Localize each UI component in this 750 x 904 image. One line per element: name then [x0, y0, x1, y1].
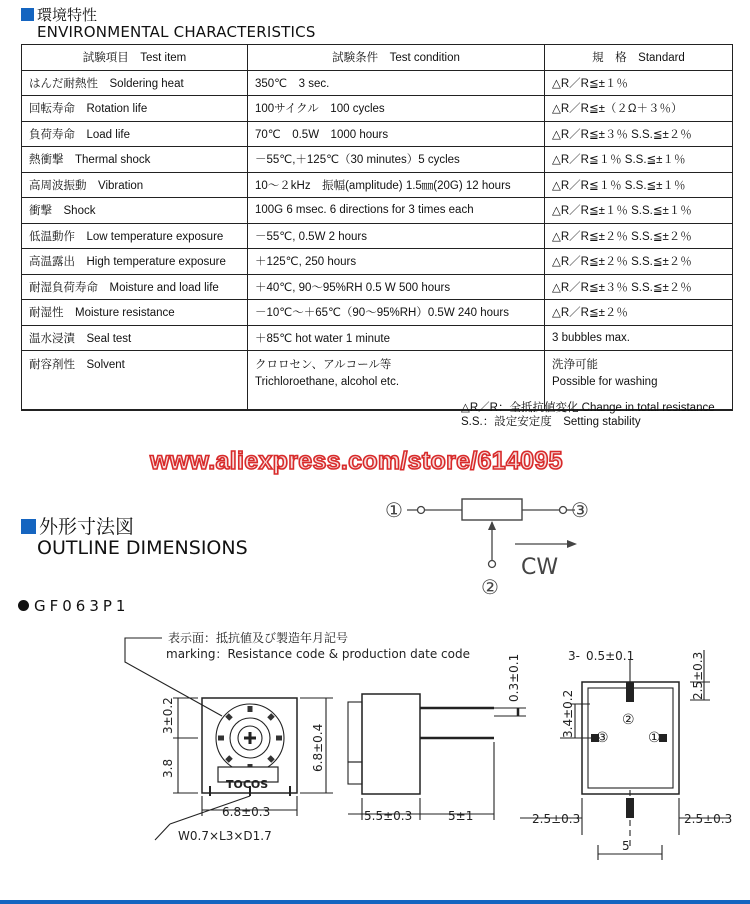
cell-standard-line2: Possible for washing	[552, 376, 658, 388]
outline-title	[21, 512, 134, 539]
cell-condition: 100サイクル 100 cycles	[248, 96, 545, 122]
cell-condition: 10～２kHz 振幅(amplitude) 1.5㎜(20G) 12 hours	[248, 172, 545, 198]
cell-condition: －55℃,＋125℃（30 minutes）5 cycles	[248, 147, 545, 173]
cell-standard: △R／R≦１％ S.S.≦±１％	[545, 172, 733, 198]
env-title-en: ENVIRONMENTAL CHARACTERISTICS	[37, 23, 316, 41]
table-header-row	[22, 45, 733, 71]
table-row	[22, 198, 733, 224]
dim-bottom-left: 2.5±0.3	[532, 812, 581, 826]
header-test-condition: 試験条件 Test condition	[248, 45, 545, 71]
cell-item: 高温露出 High temperature exposure	[22, 249, 248, 275]
bottom-bar	[0, 900, 750, 904]
table-row	[22, 223, 733, 249]
env-title-jp: 環境特性	[37, 6, 98, 24]
marking-jp-label: 表示面：抵抗値及び製造年月記号	[168, 631, 349, 645]
bullet-dot-icon	[18, 600, 29, 611]
cell-condition: ＋85℃ hot water 1 minute	[248, 325, 545, 351]
dim-bottom-height: 3.8	[161, 758, 175, 778]
cell-condition: 70℃ 0.5W 1000 hours	[248, 121, 545, 147]
table-row	[22, 121, 733, 147]
dim-lead: 5±1	[448, 809, 474, 823]
dim-width: 6.8±0.3	[222, 805, 271, 819]
cell-item: 耐湿負荷寿命 Moisture and load life	[22, 274, 248, 300]
pin-3-label: ③	[596, 730, 609, 746]
marking-en-label: marking：Resistance code & production date code	[166, 647, 470, 661]
table-row	[22, 325, 733, 351]
cell-item: 温水浸漬 Seal test	[22, 325, 248, 351]
cell-standard-line1: 洗浄可能	[552, 359, 598, 371]
dim-left-mid: 3.4±0.2	[561, 689, 575, 738]
header-test-item: 試験項目 Test item	[22, 45, 248, 71]
cell-standard: △R／R≦±２％ S.S.≦±２％	[545, 223, 733, 249]
terminal-2-label: ②	[481, 575, 499, 599]
watermark-store-url: www.aliexpress.com/store/614095	[150, 447, 563, 475]
table-row	[22, 96, 733, 122]
model-label	[18, 596, 129, 615]
cell-item: 衝撃 Shock	[22, 198, 248, 224]
table-row	[22, 300, 733, 326]
note-delta-r: △R／R：全抵抗値変化 Change in total resistance	[461, 402, 715, 414]
cell-standard: △R／R≦±１％ S.S.≦±１％	[545, 198, 733, 224]
outline-title-jp: 外形寸法図	[39, 516, 135, 538]
dim-height: 6.8±0.4	[311, 723, 325, 772]
cell-standard: △R／R≦±２％ S.S.≦±２％	[545, 249, 733, 275]
table-row	[22, 70, 733, 96]
cell-item: 回転寿命 Rotation life	[22, 96, 248, 122]
outline-title-en: OUTLINE DIMENSIONS	[37, 537, 248, 559]
cell-condition: ＋125℃, 250 hours	[248, 249, 545, 275]
cell-standard: △R／R≦±３％ S.S.≦±２％	[545, 121, 733, 147]
cell-standard: △R／R≦±１％	[545, 70, 733, 96]
cell-item: 負荷寿命 Load life	[22, 121, 248, 147]
cell-item: 熱衝撃 Thermal shock	[22, 147, 248, 173]
dim-top-height: 3±0.2	[161, 697, 175, 734]
env-table	[21, 44, 733, 411]
dim-bottom-right: 2.5±0.3	[684, 812, 733, 826]
header-standard: 規 格 Standard	[545, 45, 733, 71]
pin-2-label: ②	[622, 712, 635, 728]
cell-condition: 350℃ 3 sec.	[248, 70, 545, 96]
cell-standard: △R／R≦±３％ S.S.≦±２％	[545, 274, 733, 300]
cell-condition: －55℃, 0.5W 2 hours	[248, 223, 545, 249]
cell-standard: △R／R≦±２％	[545, 300, 733, 326]
cell-item: はんだ耐熱性 Soldering heat	[22, 70, 248, 96]
dim-pin-count: 3-	[568, 649, 580, 663]
cell-item: 耐湿性 Moisture resistance	[22, 300, 248, 326]
table-row	[22, 274, 733, 300]
cell-condition-line1: クロロセン、アルコール等	[255, 359, 392, 371]
pin-1-label: ①	[648, 730, 661, 746]
cell-condition: 100G 6 msec. 6 directions for 3 times each	[248, 198, 545, 224]
cell-standard: 3 bubbles max.	[545, 325, 733, 351]
terminal-1-label: ①	[385, 498, 403, 522]
table-row	[22, 172, 733, 198]
cell-standard: △R／R≦１％ S.S.≦±１％	[545, 147, 733, 173]
cell-item: 高周波振動 Vibration	[22, 172, 248, 198]
dim-body: 5.5±0.3	[364, 809, 413, 823]
brand-label: TOCOS	[226, 778, 269, 791]
cw-label: CW	[521, 555, 559, 580]
cell-condition: ＋40℃, 90～95%RH 0.5 W 500 hours	[248, 274, 545, 300]
cell-standard: △R／R≦±（２Ω＋３％）	[545, 96, 733, 122]
outline-drawing	[0, 620, 750, 904]
note-setting-stability: S.S.：設定安定度 Setting stability	[461, 416, 641, 428]
dim-wire: W0.7×L3×D1.7	[178, 829, 272, 843]
dim-bottom-mid: 5	[622, 839, 630, 853]
dim-thickness: 0.3±0.1	[507, 653, 521, 702]
env-title	[21, 4, 97, 25]
cell-condition: －10℃～＋65℃（90～95%RH）0.5W 240 hours	[248, 300, 545, 326]
bullet-square-icon	[21, 519, 36, 534]
cell-condition-line2: Trichloroethane, alcohol etc.	[255, 376, 400, 388]
bullet-square-icon	[21, 8, 34, 21]
terminal-3-label: ③	[571, 498, 589, 522]
model-name: GF063P1	[34, 597, 130, 615]
dim-right-top: 2.5±0.3	[691, 651, 705, 700]
cell-item: 低温動作 Low temperature exposure	[22, 223, 248, 249]
table-row	[22, 147, 733, 173]
circuit-symbol	[385, 492, 605, 602]
dim-pin-width: 0.5±0.1	[586, 649, 635, 663]
table-row	[22, 249, 733, 275]
cell-item: 耐容剤性 Solvent	[22, 351, 248, 411]
